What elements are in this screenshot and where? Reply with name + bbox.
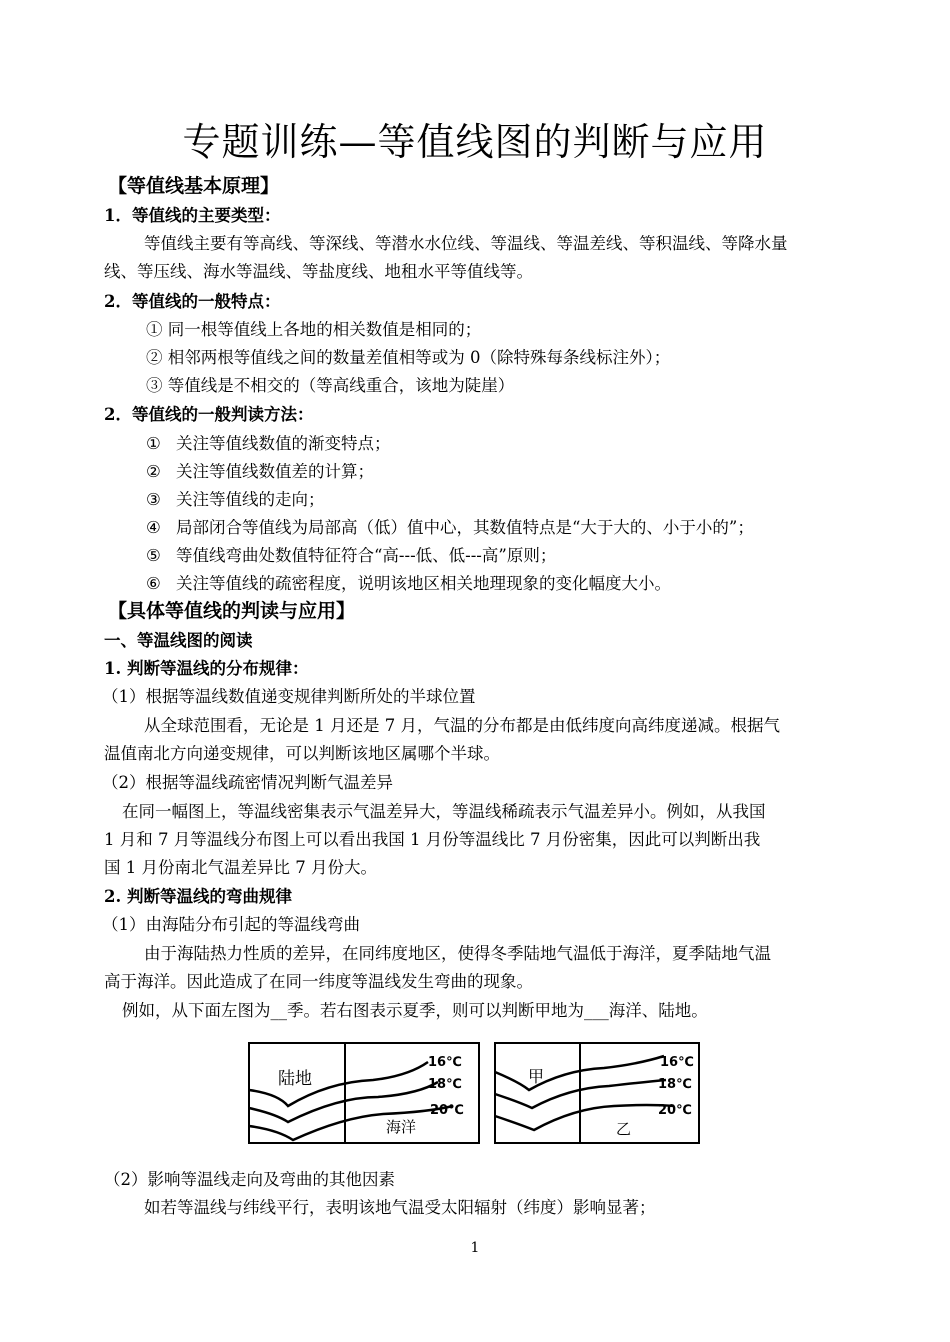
label-yi: 乙 xyxy=(616,1120,632,1138)
isotherm-figure-right xyxy=(494,1042,700,1144)
method-text: 关注等值线的疏密程度，说明该地区相关地理现象的变化幅度大小。 xyxy=(176,574,671,593)
heading-bending: 2. 判断等温线的弯曲规律 xyxy=(104,887,292,906)
label-jia: 甲 xyxy=(528,1067,545,1086)
paragraph-density-line1: 在同一幅图上，等温线密集表示气温差异大，等温线稀疏表示气温差异小。例如，从我国 xyxy=(122,802,766,821)
method-text: 等值线弯曲处数值特征符合“高---低、低---高”原则； xyxy=(176,546,557,565)
paragraph-hemisphere-line2: 温值南北方向递变规律，可以判断该地区属哪个半球。 xyxy=(104,744,500,763)
paragraph-land-sea-line2: 高于海洋。因此造成了在同一纬度等温线发生弯曲的现象。 xyxy=(104,972,533,991)
label-16c: 16℃ xyxy=(428,1055,462,1070)
method-item-5 xyxy=(146,546,898,566)
method-number: ① xyxy=(146,434,161,453)
paragraph-types-line2: 线、等压线、海水等温线、等盐度线、地租水平等值线等。 xyxy=(104,262,533,281)
paragraph-density-line2: 1 月和 7 月等温线分布图上可以看出我国 1 月份等温线比 7 月份密集，因此可以判断出我 xyxy=(104,830,761,849)
method-number: ⑥ xyxy=(146,574,161,593)
method-item-2 xyxy=(146,462,898,482)
method-text: 关注等值线数值的渐变特点； xyxy=(176,434,391,453)
method-item-3 xyxy=(146,490,898,510)
method-item-6 xyxy=(146,574,898,594)
heading-isotherm-reading: 一、等温线图的阅读 xyxy=(104,631,253,650)
sub-item-hemisphere: （1）根据等温线数值递变规律判断所处的半球位置 xyxy=(102,687,476,706)
label-sea: 海洋 xyxy=(386,1118,417,1136)
method-item-1 xyxy=(146,434,898,454)
question-text: 例如，从下面左图为__季。若右图表示夏季，则可以判断甲地为___海洋、陆地。 xyxy=(122,1001,708,1020)
paragraph-hemisphere-line1: 从全球范围看，无论是 1 月还是 7 月，气温的分布都是由低纬度向高纬度递减。根据气 xyxy=(144,716,780,735)
section-heading-applications: 【具体等值线的判读与应用】 xyxy=(108,600,356,622)
label-18c: 18℃ xyxy=(658,1077,692,1092)
paragraph-types-line1: 等值线主要有等高线、等深线、等潜水水位线、等温线、等温差线、等积温线、等降水量 xyxy=(144,234,788,253)
label-18c: 18℃ xyxy=(428,1077,462,1092)
label-20c: 20℃ xyxy=(658,1103,692,1118)
paragraph-density-line3: 国 1 月份南北气温差异比 7 月份大。 xyxy=(104,858,377,877)
label-20c: 20℃ xyxy=(430,1103,464,1118)
method-text: 关注等值线数值差的计算； xyxy=(176,462,374,481)
subheading-features: 2．等值线的一般特点： xyxy=(104,292,281,311)
method-number: ② xyxy=(146,462,161,481)
method-number: ⑤ xyxy=(146,546,161,565)
sub-item-other-factors: （2）影响等温线走向及弯曲的其他因素 xyxy=(104,1170,395,1189)
document-title: 专题训练—等值线图的判断与应用 xyxy=(182,120,768,164)
page-number: 1 xyxy=(470,1240,480,1256)
heading-distribution: 1. 判断等温线的分布规律： xyxy=(104,659,309,678)
feature-item-1: ① 同一根等值线上各地的相关数值是相同的； xyxy=(146,320,482,339)
method-text: 关注等值线的走向； xyxy=(176,490,325,509)
section-heading-principles: 【等值线基本原理】 xyxy=(108,175,280,197)
paragraph-land-sea-line1: 由于海陆热力性质的差异，在同纬度地区，使得冬季陆地气温低于海洋，夏季陆地气温 xyxy=(144,944,771,963)
label-land: 陆地 xyxy=(278,1069,312,1089)
method-number: ④ xyxy=(146,518,161,537)
paragraph-other-factors: 如若等温线与纬线平行，表明该地气温受太阳辐射（纬度）影响显著； xyxy=(144,1198,656,1217)
feature-item-3: ③ 等值线是不相交的（等高线重合，该地为陡崖） xyxy=(146,376,515,395)
sub-item-density: （2）根据等温线疏密情况判断气温差异 xyxy=(102,773,393,792)
label-16c: 16℃ xyxy=(660,1055,694,1070)
method-item-4 xyxy=(146,518,898,538)
feature-item-2: ② 相邻两根等值线之间的数量差值相等或为 0（除特殊每条线标注外）； xyxy=(146,348,671,367)
subheading-methods: 2．等值线的一般判读方法： xyxy=(104,405,314,424)
isotherm-figure-left xyxy=(248,1042,480,1144)
subheading-types: 1．等值线的主要类型： xyxy=(104,206,281,225)
method-number: ③ xyxy=(146,490,161,509)
sub-item-land-sea: （1）由海陆分布引起的等温线弯曲 xyxy=(102,915,360,934)
method-text: 局部闭合等值线为局部高（低）值中心，其数值特点是“大于大的、小于小的”； xyxy=(176,518,754,537)
